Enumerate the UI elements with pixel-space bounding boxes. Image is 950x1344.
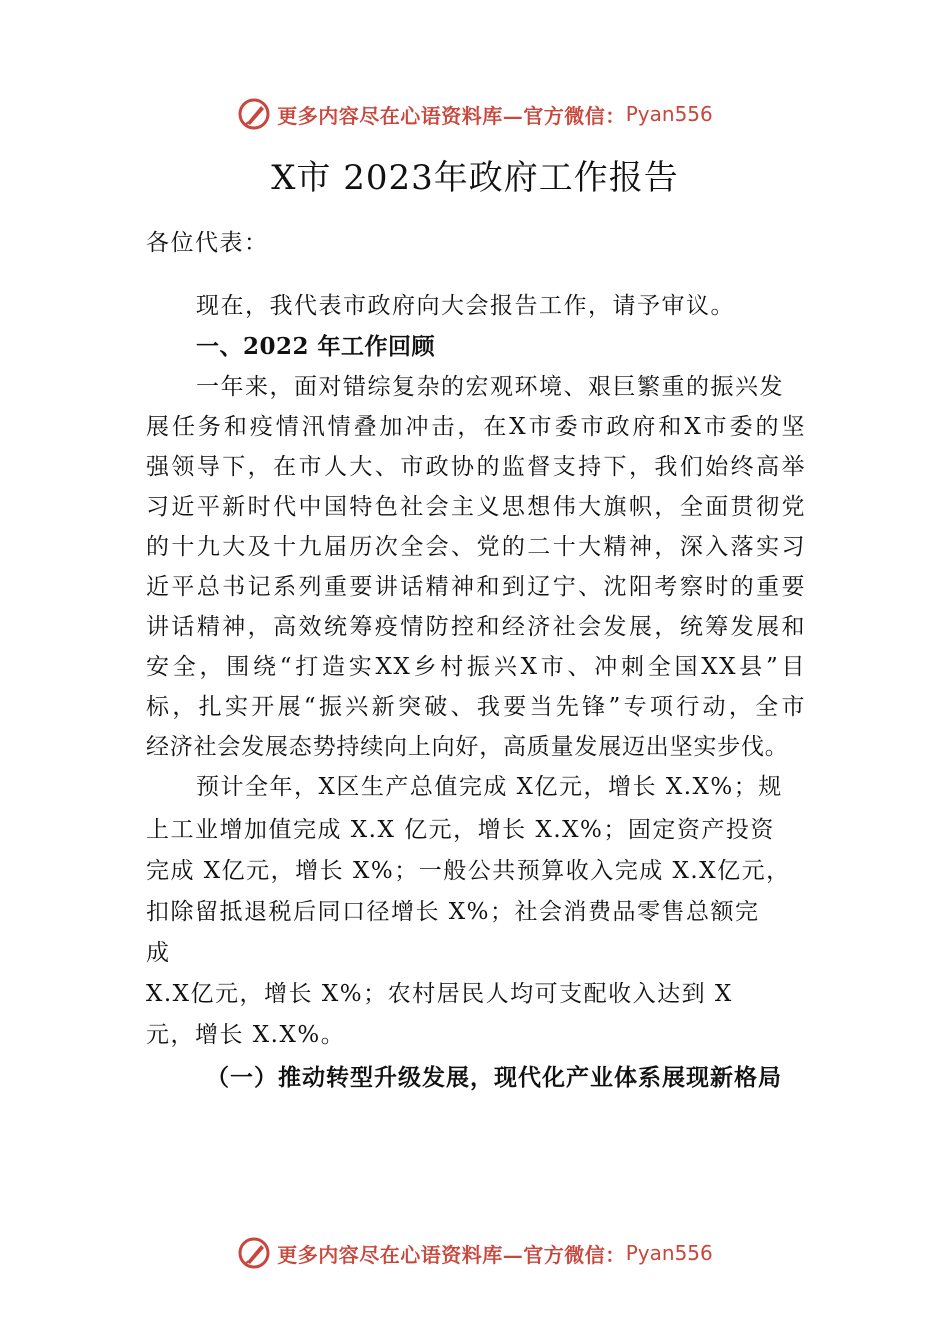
paragraph-line: X.X亿元，增长 X%；农村居民人均可支配收入达到 X xyxy=(146,981,733,1007)
paragraph-line: 标，扎实开展“振兴新突破、我要当先锋”专项行动，全市 xyxy=(146,694,806,720)
watermark-header xyxy=(0,94,950,134)
paragraph-line: 完成 X亿元，增长 X%；一般公共预算收入完成 X.X亿元， xyxy=(146,858,791,884)
quill-logo-icon xyxy=(237,97,271,131)
paragraph-line: 经济社会发展态势持续向上向好，高质量发展迈出坚实步伐。 xyxy=(146,734,789,760)
paragraph-line: 成 xyxy=(146,940,171,966)
watermark-wechat-id: Pyan556 xyxy=(625,1241,713,1265)
watermark-text: 更多内容尽在心语资料库—官方微信： xyxy=(277,103,626,128)
watermark-text: 更多内容尽在心语资料库—官方微信： xyxy=(277,1242,626,1267)
quill-logo-icon xyxy=(237,1236,271,1270)
paragraph-line: 习近平新时代中国特色社会主义思想伟大旗帜，全面贯彻党 xyxy=(146,494,806,520)
watermark-footer xyxy=(0,1233,950,1273)
section-heading: 一、2022 年工作回顾 xyxy=(196,333,436,360)
paragraph-line: 一年来，面对错综复杂的宏观环境、艰巨繁重的振兴发 xyxy=(196,374,784,400)
intro-paragraph: 现在，我代表市政府向大会报告工作，请予审议。 xyxy=(196,293,735,319)
paragraph-line: 展任务和疫情汛情叠加冲击，在X市委市政府和X市委的坚 xyxy=(146,414,806,440)
subsection-heading: （一）推动转型升级发展，现代化产业体系展现新格局 xyxy=(206,1064,782,1091)
paragraph-line: 预计全年，X区生产总值完成 X亿元，增长 X.X%；规 xyxy=(196,774,783,800)
paragraph-line: 安全，围绕“打造实XX乡村振兴X市、冲刺全国XX县”目 xyxy=(146,654,806,680)
paragraph-line: 上工业增加值完成 X.X 亿元，增长 X.X%；固定资产投资 xyxy=(146,817,775,843)
salutation: 各位代表： xyxy=(146,230,269,256)
paragraph-line: 的十九大及十九届历次全会、党的二十大精神，深入落实习 xyxy=(146,534,806,560)
paragraph-line: 元，增长 X.X%。 xyxy=(146,1022,346,1048)
paragraph-line: 讲话精神，高效统筹疫情防控和经济社会发展，统筹发展和 xyxy=(146,614,806,640)
paragraph-line: 近平总书记系列重要讲话精神和到辽宁、沈阳考察时的重要 xyxy=(146,574,806,600)
paragraph-line: 强领导下，在市人大、市政协的监督支持下，我们始终高举 xyxy=(146,454,806,480)
watermark-wechat-id: Pyan556 xyxy=(625,102,713,126)
paragraph-line: 扣除留抵退税后同口径增长 X%；社会消费品零售总额完 xyxy=(146,899,760,925)
document-title: X市 2023年政府工作报告 xyxy=(271,158,679,198)
